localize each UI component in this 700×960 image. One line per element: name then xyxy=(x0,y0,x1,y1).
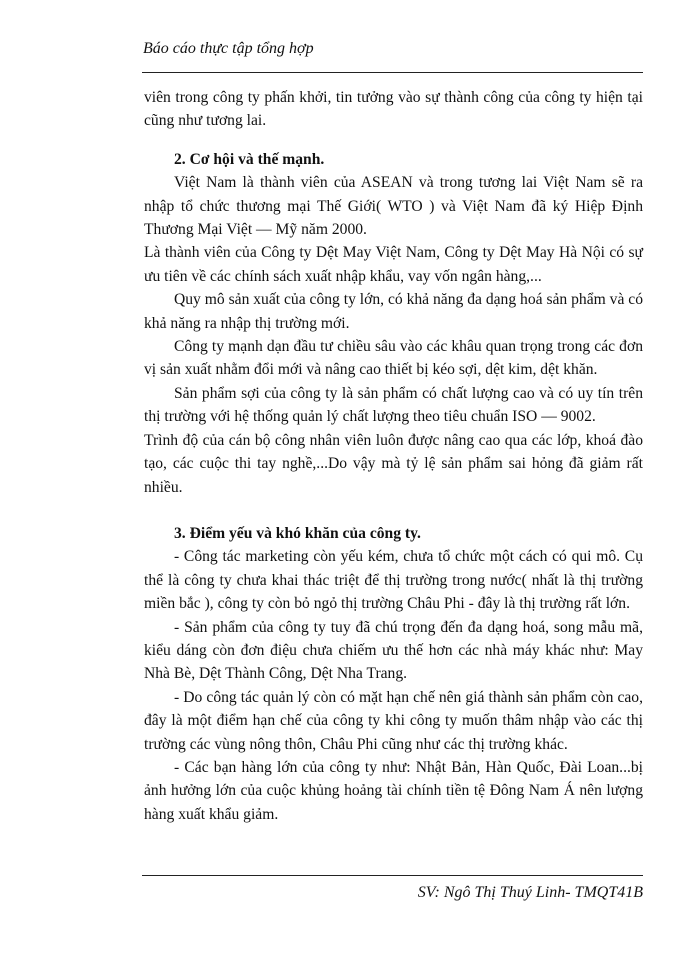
paragraph: - Công tác marketing còn yếu kém, chưa tổ chức một cách có qui mô. Cụ thể là công ty chưa khai thác triệt để thị trường trong nước( nhất là thị trường miền bắc ), công ty còn bỏ ngỏ thị trường Châu Phi - đây là thị trường rất lớn. xyxy=(144,548,643,613)
paragraph-continuation: viên trong công ty phấn khởi, tin tưởng vào sự thành công của công ty hiện tại cũng như tương lai. xyxy=(144,89,643,130)
footer-rule xyxy=(142,875,643,876)
paragraph: Là thành viên của Công ty Dệt May Việt Nam, Công ty Dệt May Hà Nội có sự ưu tiên về các chính sách xuất nhập khẩu, vay vốn ngân hàng,... xyxy=(144,244,643,285)
section-heading-weaknesses: 3. Điểm yếu và khó khăn của công ty. xyxy=(174,524,421,542)
page-header-title: Báo cáo thực tập tổng hợp xyxy=(143,40,314,57)
section-heading-opportunities: 2. Cơ hội và thế mạnh. xyxy=(174,150,325,168)
paragraph: Việt Nam là thành viên của ASEAN và trong tương lai Việt Nam sẽ ra nhập tổ chức thương mại Thế Giới( WTO ) và Việt Nam đã ký Hiệp Định Thương Mại Việt — Mỹ năm 2000. xyxy=(144,174,643,239)
paragraph: Công ty mạnh dạn đầu tư chiều sâu vào các khâu quan trọng trong các đơn vị sản xuất nhằm đổi mới và nâng cao thiết bị kéo sợi, dệt kim, dệt khăn. xyxy=(144,338,643,379)
paragraph: - Do công tác quản lý còn có mặt hạn chế nên giá thành sản phẩm còn cao, đây là một điểm hạn chế của công ty khi công ty muốn thâm nhập vào các thị trường các vùng nông thôn, Châu Phi cũng như các thị trường khác. xyxy=(144,688,643,753)
page-footer-author: SV: Ngô Thị Thuý Linh- TMQT41B xyxy=(417,884,643,901)
paragraph: Trình độ của cán bộ công nhân viên luôn được nâng cao qua các lớp, khoá đào tạo, các cuộc thi tay nghề,...Do vậy mà tỷ lệ sản phẩm sai hỏng đã giảm rất nhiều. xyxy=(144,431,643,496)
document-body xyxy=(144,86,643,826)
header-rule xyxy=(142,72,643,73)
paragraph: - Sản phẩm của công ty tuy đã chú trọng đến đa dạng hoá, song mẫu mã, kiểu dáng còn đơn điệu chưa chiếm ưu thế hơn các nhà máy khác như: May Nhà Bè, Dệt Thành Công, Dệt Nha Trang. xyxy=(144,618,643,683)
paragraph: Sản phẩm sợi của công ty là sản phẩm có chất lượng cao và có uy tín trên thị trường với hệ thống quản lý chất lượng theo tiêu chuẩn ISO — 9002. xyxy=(144,384,643,426)
paragraph: Quy mô sản xuất của công ty lớn, có khả năng đa dạng hoá sản phẩm và có khả năng ra nhập thị trường mới. xyxy=(144,291,644,332)
paragraph: - Các bạn hàng lớn của công ty như: Nhật Bản, Hàn Quốc, Đài Loan...bị ảnh hưởng lớn của cuộc khủng hoảng tài chính tiền tệ Đông Nam Á nên lượng hàng xuất khẩu giảm. xyxy=(144,758,643,823)
